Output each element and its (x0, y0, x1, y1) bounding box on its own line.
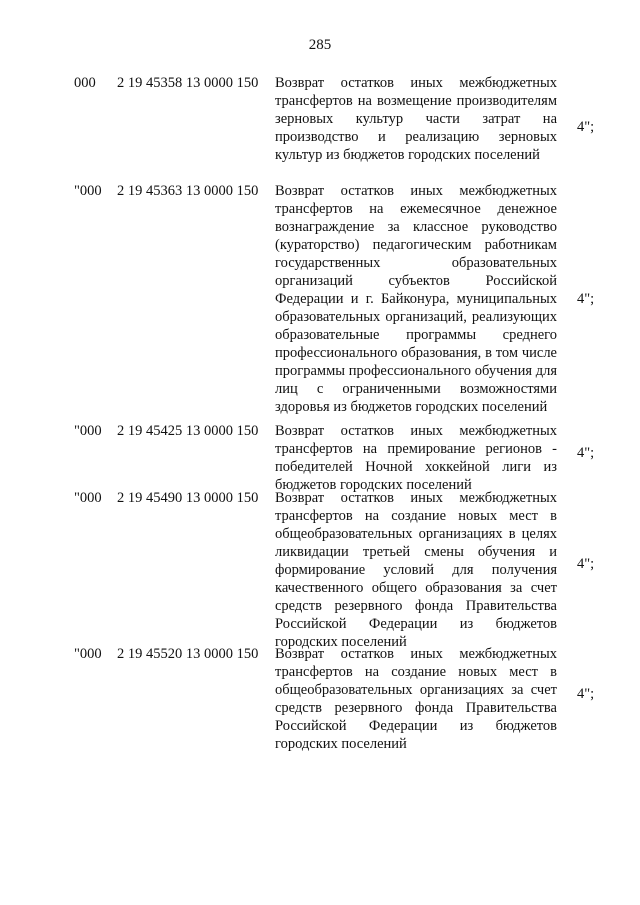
classification-code: 2 19 45490 13 0000 150 (117, 490, 259, 506)
table-row (0, 645, 640, 757)
income-description: Возврат остатков иных межбюджетных трансфертов на создание новых мест в общеобразовательных организациях в целях ликвидации третьей смены обучения и формирование условий для получения качественного общего образования за счет средств резервного фонда Правительства Российской Федерации из бюджетов городских поселений (275, 490, 557, 650)
classification-code: 2 19 45358 13 0000 150 (117, 75, 259, 91)
admin-code: "000 (74, 646, 102, 662)
column-value: 4"; (577, 291, 595, 307)
table-row (0, 182, 640, 422)
column-value: 4"; (577, 119, 595, 135)
classification-code: 2 19 45425 13 0000 150 (117, 423, 259, 439)
admin-code: "000 (74, 423, 102, 439)
classification-code: 2 19 45520 13 0000 150 (117, 646, 259, 662)
admin-code: "000 (74, 183, 102, 199)
income-description: Возврат остатков иных межбюджетных трансфертов на премирование регионов - победителей Ночной хоккейной лиги из бюджетов городских поселений (275, 423, 557, 493)
column-value: 4"; (577, 686, 595, 702)
column-value: 4"; (577, 556, 595, 572)
income-description: Возврат остатков иных межбюджетных трансфертов на ежемесячное денежное вознаграждение за классное руководство (кураторство) педагогическим работникам государственных образовательных организаций субъектов Российской Федерации и г. Байконура, муниципальных образовательных организаций, реализующих образовательные программы среднего профессионального образования, в том числе программы профессионального обучения для лиц с ограниченными возможностями здоровья из бюджетов городских поселений (275, 183, 557, 415)
admin-code: 000 (74, 75, 96, 91)
admin-code: "000 (74, 490, 102, 506)
column-value: 4"; (577, 445, 595, 461)
income-description: Возврат остатков иных межбюджетных трансфертов на создание новых мест в общеобразовательных организациях за счет средств резервного фонда Правительства Российской Федерации из бюджетов городских поселений (275, 646, 557, 752)
table-row (0, 489, 640, 650)
table-row (0, 422, 640, 493)
page-number: 285 (308, 37, 332, 53)
classification-code: 2 19 45363 13 0000 150 (117, 183, 259, 199)
table-row (0, 74, 640, 182)
income-description: Возврат остатков иных межбюджетных трансфертов на возмещение производителям зерновых культур части затрат на производство и реализацию зерновых культур из бюджетов городских поселений (275, 75, 557, 163)
